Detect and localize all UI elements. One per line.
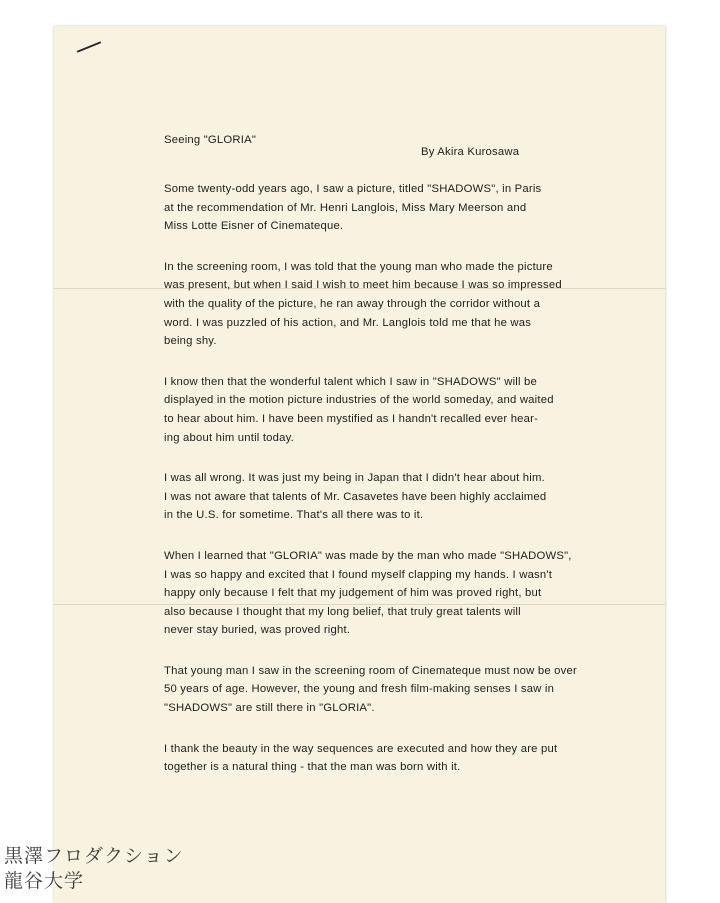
watermark-line-2: 龍谷大学 xyxy=(4,870,85,892)
text-line: Some twenty-odd years ago, I saw a picture, titled "SHADOWS", in Paris xyxy=(164,183,542,195)
pen-mark xyxy=(77,41,102,53)
text-line: in the U.S. for sometime. That's all there was to it. xyxy=(164,509,424,522)
archive-watermark xyxy=(4,844,184,894)
letter-page xyxy=(54,26,665,903)
paragraph-2 xyxy=(164,258,644,351)
text-line: When I learned that "GLORIA" was made by the man who made "SHADOWS", xyxy=(164,549,572,562)
text-line: ing about him until today. xyxy=(164,431,294,444)
text-line: I was all wrong. It was just my being in Japan that I didn't hear about him. xyxy=(164,472,545,485)
text-line: never stay buried, was proved right. xyxy=(164,624,351,637)
letter-body xyxy=(164,180,644,799)
text-line: I was so happy and excited that I found myself clapping my hands. I wasn't xyxy=(164,568,553,581)
paragraph-7 xyxy=(164,740,644,777)
paragraph-4 xyxy=(164,469,644,525)
watermark-line-1: 黒澤フロダクション xyxy=(4,845,184,867)
text-line: In the screening room, I was told that the young man who made the picture xyxy=(164,260,553,273)
text-line: Miss Lotte Eisner of Cinemateque. xyxy=(164,220,344,233)
text-line: "SHADOWS" are still there in "GLORIA". xyxy=(164,702,375,715)
text-line: 50 years of age. However, the young and fresh film-making senses I saw in xyxy=(164,683,555,696)
text-line: to hear about him. I have been mystified as I handn't recalled ever hear- xyxy=(164,412,539,425)
text-line: I was not aware that talents of Mr. Casavetes have been highly acclaimed xyxy=(164,490,547,503)
text-line: was present, but when I said I wish to meet him because I was so impressed xyxy=(164,279,562,292)
text-line: I know then that the wonderful talent which I saw in "SHADOWS" will be xyxy=(164,375,538,388)
author-byline: By Akira Kurosawa xyxy=(421,146,520,158)
paragraph-6 xyxy=(164,662,644,718)
paragraph-5 xyxy=(164,547,644,640)
text-line: together is a natural thing - that the man was born with it. xyxy=(164,761,461,774)
document-title: Seeing "GLORIA" xyxy=(164,134,257,146)
text-line: also because I thought that my long belief, that truly great talents will xyxy=(164,605,521,618)
paragraph-3 xyxy=(164,373,644,447)
text-line: I thank the beauty in the way sequences are executed and how they are put xyxy=(164,742,558,755)
text-line: word. I was puzzled of his action, and Mr. Langlois told me that he was xyxy=(164,316,532,329)
text-line: happy only because I felt that my judgement of him was proved right, but xyxy=(164,587,542,600)
text-line: displayed in the motion picture industries of the world someday, and waited xyxy=(164,394,554,407)
text-line: being shy. xyxy=(164,335,217,348)
text-line: That young man I saw in the screening room of Cinemateque must now be over xyxy=(164,664,577,677)
paragraph-1 xyxy=(164,180,644,236)
text-line: with the quality of the picture, he ran away through the corridor without a xyxy=(164,297,541,310)
text-line: at the recommendation of Mr. Henri Langlois, Miss Mary Meerson and xyxy=(164,201,527,214)
